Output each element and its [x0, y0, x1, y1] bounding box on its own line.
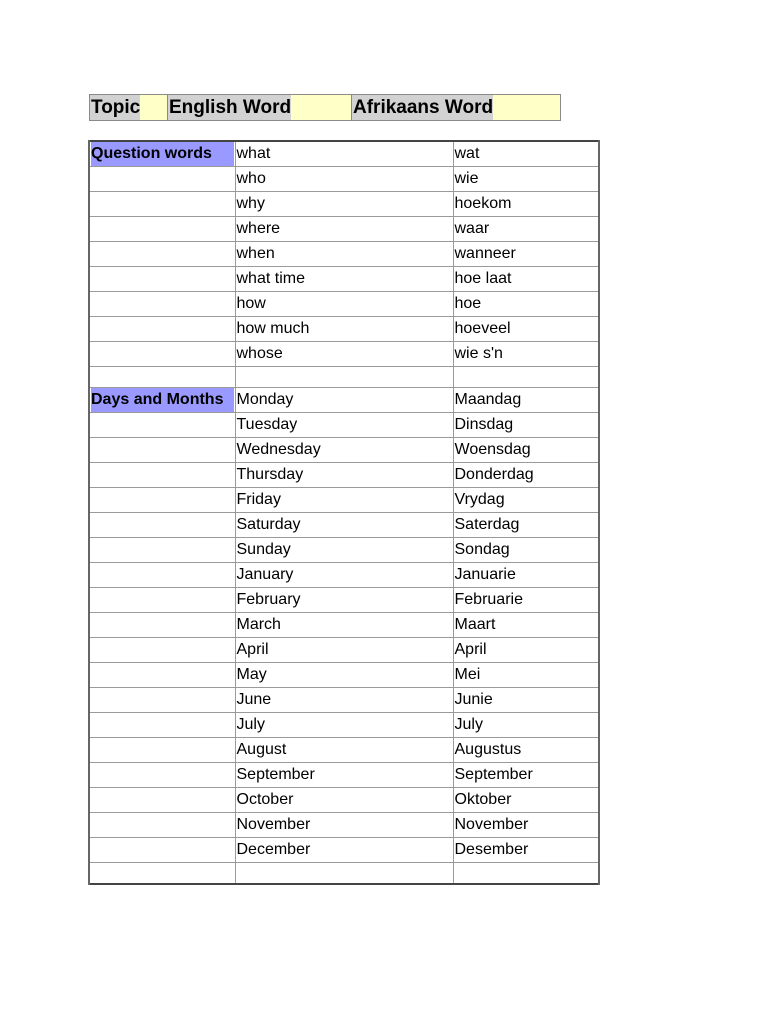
vocab-row	[89, 438, 599, 463]
afrikaans-word-cell: Vrydag	[453, 488, 599, 513]
vocab-row	[89, 613, 599, 638]
afrikaans-word-cell: Maart	[453, 613, 599, 638]
topic-header-cell	[90, 95, 168, 121]
vocab-row	[89, 488, 599, 513]
english-word-cell: November	[235, 813, 453, 838]
topic-cell	[89, 588, 235, 613]
topic-cell	[89, 342, 235, 367]
afrikaans-word-cell: wie	[453, 167, 599, 192]
topic-cell	[89, 217, 235, 242]
topic-cell	[89, 788, 235, 813]
topic-cell	[89, 242, 235, 267]
afrikaans-word-cell: hoe laat	[453, 267, 599, 292]
english-word-cell: who	[235, 167, 453, 192]
empty-cell	[235, 863, 453, 885]
blank-row	[89, 863, 599, 885]
afrikaans-word-cell: hoeveel	[453, 317, 599, 342]
topic-cell	[89, 813, 235, 838]
vocab-row	[89, 563, 599, 588]
english-word-cell: how much	[235, 317, 453, 342]
english-word-cell: why	[235, 192, 453, 217]
topic-cell	[89, 167, 235, 192]
empty-cell	[453, 367, 599, 388]
afrikaans-word-cell: Sondag	[453, 538, 599, 563]
vocab-row	[89, 688, 599, 713]
english-word-cell: Tuesday	[235, 413, 453, 438]
english-word-cell: where	[235, 217, 453, 242]
topic-cell	[89, 192, 235, 217]
vocab-row	[89, 763, 599, 788]
vocab-row	[89, 242, 599, 267]
afrikaans-header-fill	[493, 95, 560, 120]
afrikaans-word-cell: Augustus	[453, 738, 599, 763]
english-word-cell: whose	[235, 342, 453, 367]
empty-cell	[235, 367, 453, 388]
topic-cell	[89, 141, 235, 167]
vocab-row	[89, 217, 599, 242]
english-word-cell: Monday	[235, 388, 453, 413]
topic-cell	[89, 413, 235, 438]
vocab-row	[89, 388, 599, 413]
english-word-cell: July	[235, 713, 453, 738]
english-word-cell: Wednesday	[235, 438, 453, 463]
afrikaans-word-cell: Februarie	[453, 588, 599, 613]
empty-cell	[89, 367, 235, 388]
topic-cell	[89, 292, 235, 317]
afrikaans-word-cell: Saterdag	[453, 513, 599, 538]
topic-cell	[89, 638, 235, 663]
vocab-row	[89, 513, 599, 538]
english-word-cell: October	[235, 788, 453, 813]
afrikaans-word-cell: November	[453, 813, 599, 838]
topic-cell	[89, 663, 235, 688]
topic-header: Topic	[91, 97, 141, 118]
afrikaans-word-cell: wat	[453, 141, 599, 167]
empty-cell	[89, 863, 235, 885]
topic-cell	[89, 563, 235, 588]
section-topic-label: Question words	[91, 142, 234, 166]
topic-cell	[89, 613, 235, 638]
vocab-row	[89, 167, 599, 192]
topic-header-fill	[140, 95, 167, 120]
english-word-cell: June	[235, 688, 453, 713]
english-word-cell: what time	[235, 267, 453, 292]
afrikaans-word-cell: wie s'n	[453, 342, 599, 367]
english-word-header: English Word	[169, 97, 292, 118]
afrikaans-word-cell: hoe	[453, 292, 599, 317]
afrikaans-word-cell: Dinsdag	[453, 413, 599, 438]
topic-cell	[89, 713, 235, 738]
vocab-row	[89, 292, 599, 317]
english-word-cell: February	[235, 588, 453, 613]
topic-cell	[89, 488, 235, 513]
vocab-row	[89, 838, 599, 863]
english-word-cell: March	[235, 613, 453, 638]
english-word-cell: Friday	[235, 488, 453, 513]
afrikaans-word-cell: wanneer	[453, 242, 599, 267]
topic-cell	[89, 513, 235, 538]
afrikaans-word-cell: September	[453, 763, 599, 788]
afrikaans-word-cell: July	[453, 713, 599, 738]
vocab-row	[89, 663, 599, 688]
vocab-row	[89, 788, 599, 813]
topic-cell	[89, 738, 235, 763]
topic-cell	[89, 267, 235, 292]
vocab-row	[89, 588, 599, 613]
afrikaans-word-cell: Oktober	[453, 788, 599, 813]
topic-cell	[89, 388, 235, 413]
english-word-cell: August	[235, 738, 453, 763]
column-header-table	[89, 94, 561, 121]
topic-cell	[89, 838, 235, 863]
topic-cell	[89, 463, 235, 488]
english-word-cell: April	[235, 638, 453, 663]
column-header-row	[90, 95, 561, 121]
vocab-row	[89, 638, 599, 663]
vocabulary-body	[89, 141, 599, 884]
vocab-row	[89, 538, 599, 563]
english-header-cell	[168, 95, 352, 121]
afrikaans-word-cell: Woensdag	[453, 438, 599, 463]
english-header-fill	[291, 95, 351, 120]
topic-cell	[89, 763, 235, 788]
english-word-cell: when	[235, 242, 453, 267]
afrikaans-word-cell: Mei	[453, 663, 599, 688]
topic-cell	[89, 438, 235, 463]
vocab-row	[89, 413, 599, 438]
vocab-row	[89, 192, 599, 217]
afrikaans-header-cell	[352, 95, 561, 121]
afrikaans-word-cell: Junie	[453, 688, 599, 713]
vocabulary-table	[88, 140, 600, 885]
afrikaans-word-cell: April	[453, 638, 599, 663]
vocab-row	[89, 713, 599, 738]
english-word-cell: how	[235, 292, 453, 317]
vocab-row	[89, 463, 599, 488]
english-word-cell: September	[235, 763, 453, 788]
blank-row	[89, 367, 599, 388]
english-word-cell: May	[235, 663, 453, 688]
topic-cell	[89, 688, 235, 713]
vocab-row	[89, 813, 599, 838]
afrikaans-word-cell: hoekom	[453, 192, 599, 217]
afrikaans-word-cell: Januarie	[453, 563, 599, 588]
afrikaans-word-cell: waar	[453, 217, 599, 242]
vocab-row	[89, 267, 599, 292]
english-word-cell: January	[235, 563, 453, 588]
topic-cell	[89, 538, 235, 563]
english-word-cell: Sunday	[235, 538, 453, 563]
topic-cell	[89, 317, 235, 342]
afrikaans-word-cell: Desember	[453, 838, 599, 863]
section-topic-label: Days and Months	[91, 388, 234, 412]
vocab-row	[89, 317, 599, 342]
afrikaans-word-header: Afrikaans Word	[353, 97, 494, 118]
english-word-cell: December	[235, 838, 453, 863]
vocab-row	[89, 738, 599, 763]
english-word-cell: Thursday	[235, 463, 453, 488]
english-word-cell: Saturday	[235, 513, 453, 538]
english-word-cell: what	[235, 141, 453, 167]
afrikaans-word-cell: Donderdag	[453, 463, 599, 488]
vocab-row	[89, 141, 599, 167]
afrikaans-word-cell: Maandag	[453, 388, 599, 413]
empty-cell	[453, 863, 599, 885]
vocab-row	[89, 342, 599, 367]
